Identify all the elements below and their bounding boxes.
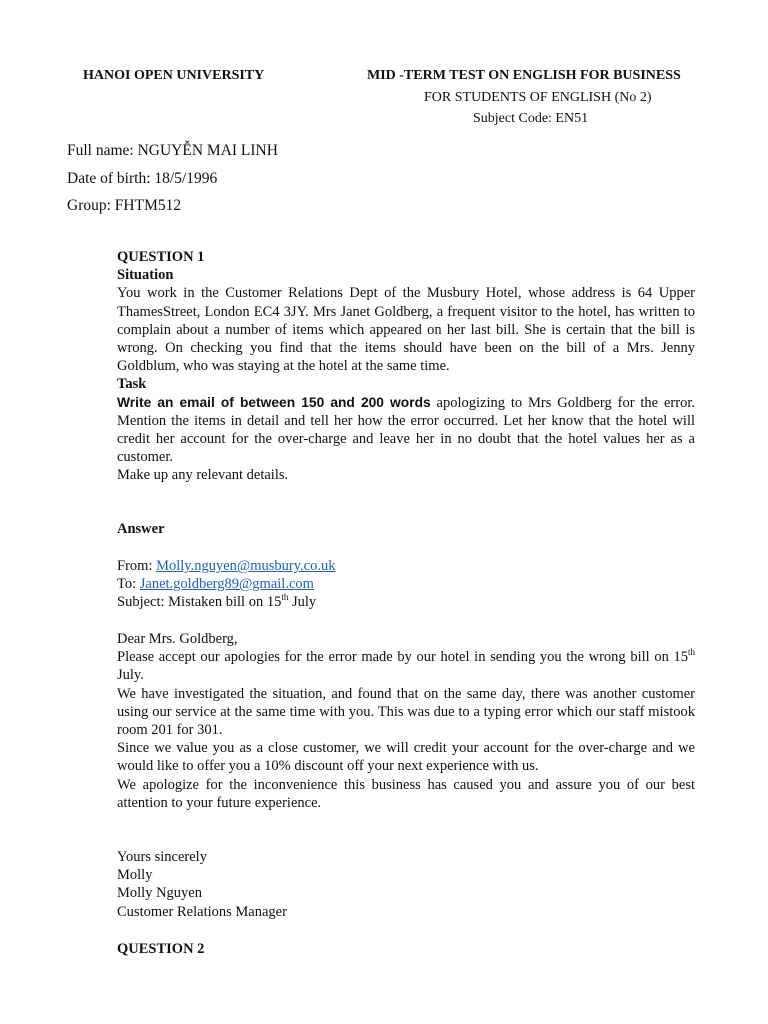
to-label: To: (117, 576, 140, 593)
letter-signoff (117, 848, 695, 921)
letter-body (117, 630, 695, 812)
subject-prefix: Subject: Mistaken bill on 15 (117, 594, 282, 611)
subject-suffix: July (288, 594, 317, 611)
from-label: From: (117, 558, 157, 574)
p1-end: July. (117, 667, 144, 684)
letter-paragraph-3: Since we value you as a close customer, we will credit your account for the over-charge and we would like to offer you a 10% discount off your next experience with us. (117, 740, 695, 775)
email-to-line (117, 575, 695, 593)
letter-greeting: Dear Mrs. Goldberg, (117, 631, 238, 647)
letter-paragraph-4: We apologize for the inconvenience this business has caused you and assure you of our best attention to your future experience. (117, 776, 695, 811)
question-2-title: QUESTION 2 (117, 941, 205, 957)
signoff-closing: Yours sincerely (117, 849, 207, 865)
email-subject-line (117, 593, 695, 611)
student-dob: Date of birth: 18/5/1996 (67, 170, 218, 187)
task-body: apologizing to Mrs Goldberg for the error. Mention the items in detail and tell her how the error occurred. Let her know that the hotel will credit her account for the over-charge and leave her in no doubt that the hotel values her as a customer. (117, 394, 695, 466)
question-1-title: QUESTION 1 (117, 249, 205, 265)
question-1-block (117, 248, 695, 485)
p1-ordinal: th (687, 647, 695, 658)
signoff-role: Customer Relations Manager (117, 903, 287, 920)
subject-ordinal: th (281, 592, 289, 603)
student-group: Group: FHTM512 (67, 197, 182, 214)
answer-label: Answer (117, 521, 165, 537)
test-subtitle: FOR STUDENTS OF ENGLISH (No 2) (424, 90, 652, 105)
student-full-name: Full name: NGUYỄN MAI LINH (67, 142, 278, 159)
university-name: HANOI OPEN UNIVERSITY (83, 68, 265, 83)
to-email-link[interactable]: Janet.goldberg89@gmail.com (139, 576, 314, 593)
task-text (117, 394, 695, 467)
signoff-first-name: Molly (117, 867, 153, 884)
letter-paragraph-1 (117, 648, 695, 684)
signoff-full-name: Molly Nguyen (117, 885, 202, 902)
task-label: Task (117, 376, 147, 393)
email-header (117, 557, 695, 612)
situation-label: Situation (117, 267, 174, 284)
letter-paragraph-2: We have investigated the situation, and found that on the same day, there was another customer using our service at the same time with you. This was due to a typing error which our staff mistook room 201 for 301. (117, 685, 695, 739)
p1-main: Please accept our apologies for the error made by our hotel in sending you the wrong bill on 15 (117, 649, 688, 666)
test-title: MID -TERM TEST ON ENGLISH FOR BUSINESS (367, 68, 681, 83)
task-emphasis: Write an email of between 150 and 200 words (117, 394, 431, 410)
situation-text: You work in the Customer Relations Dept of the Musbury Hotel, whose address is 64 Upper ThamesStreet, London EC4 3JY. Mrs Janet Goldberg, a frequent visitor to the hotel, has written to complain about a number of items which appeared on her last bill. She is certain that the bill is wrong. On checking you find that the items should have been on the bill of a Mrs. Jenny Goldblum, who was staying at the hotel at the same time. (117, 285, 695, 375)
from-email-link[interactable]: Molly.nguyen@musbury.co.uk (156, 558, 336, 574)
make-up-note: Make up any relevant details. (117, 467, 289, 484)
email-from-line (117, 557, 695, 575)
subject-code: Subject Code: EN51 (473, 111, 589, 126)
